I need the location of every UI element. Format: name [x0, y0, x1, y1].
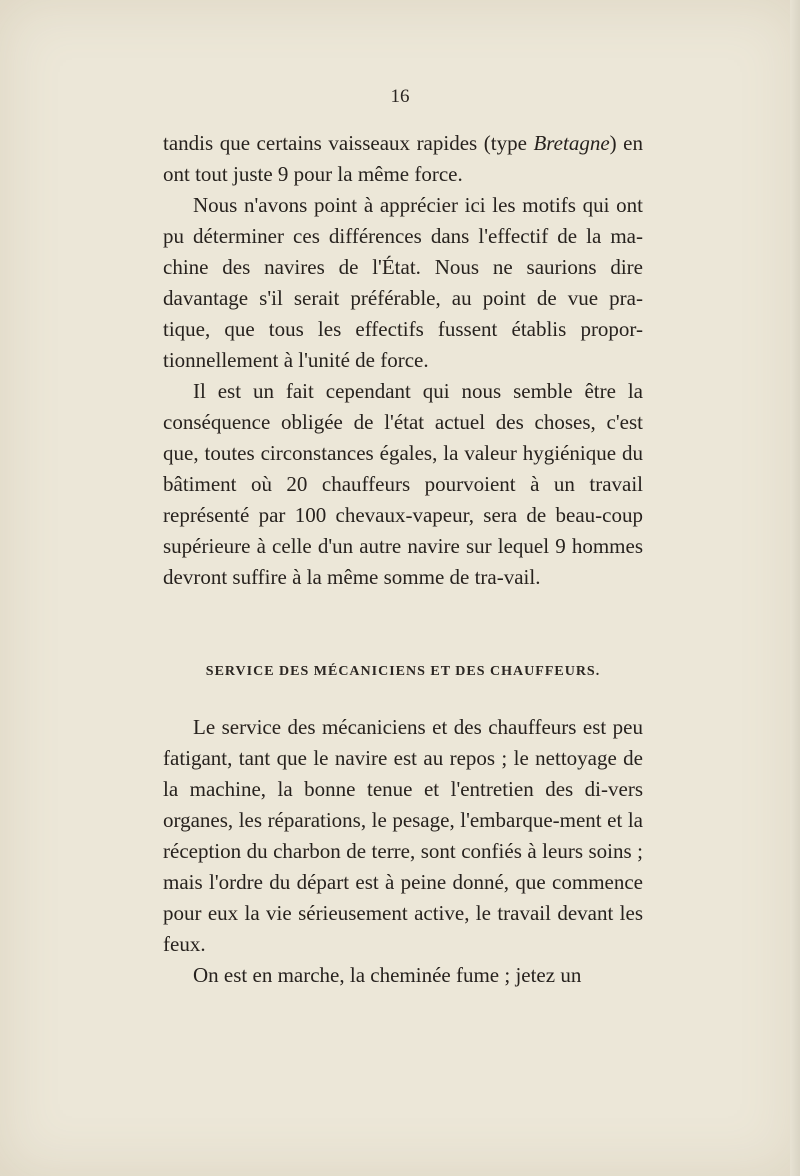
body-text-top	[163, 128, 643, 593]
paragraph-continued	[163, 128, 643, 190]
ship-name: Bretagne	[533, 131, 610, 155]
section-heading: SERVICE DES MÉCANICIENS ET DES CHAUFFEURS.	[205, 664, 601, 679]
paragraph: Le service des mécaniciens et des chauffeurs est peu fatigant, tant que le navire est au repos ; le nettoyage de la machine, la bonne tenue et l'entretien des di-vers organes, les réparations, le pesage, l'embarque-ment et la réception du charbon de terre, sont confiés à leurs soins ; mais l'ordre du départ est à peine donné, que commence pour eux la vie sérieusement active, le travail devant les feux.	[163, 715, 643, 956]
paragraph-text: ) en ont tout juste 9 pour la même force.	[163, 131, 643, 186]
paragraph: Il est un fait cependant qui nous semble être la conséquence obligée de l'état actuel des choses, c'est que, toutes circonstances égales, la valeur hygiénique du bâtiment où 20 chauffeurs pourvoient à un travail représenté par 100 chevaux-vapeur, sera de beau-coup supérieure à celle d'un autre navire sur lequel 9 hommes devront suffire à la même somme de tra-vail.	[163, 379, 643, 589]
paragraph: Nous n'avons point à apprécier ici les motifs qui ont pu déterminer ces différences dans l'effectif de la ma-chine des navires de l'État. Nous ne saurions dire davantage s'il serait préférable, au point de vue pra-tique, que tous les effectifs fussent établis propor-tionnellement à l'unité de force.	[163, 193, 643, 372]
paragraph-text: tandis que certains vaisseaux rapides (type	[163, 131, 534, 155]
paragraph: On est en marche, la cheminée fume ; jetez un	[193, 963, 582, 987]
body-text-bottom	[163, 712, 643, 991]
page-number: 16	[390, 86, 410, 107]
page-edge	[790, 0, 800, 1176]
